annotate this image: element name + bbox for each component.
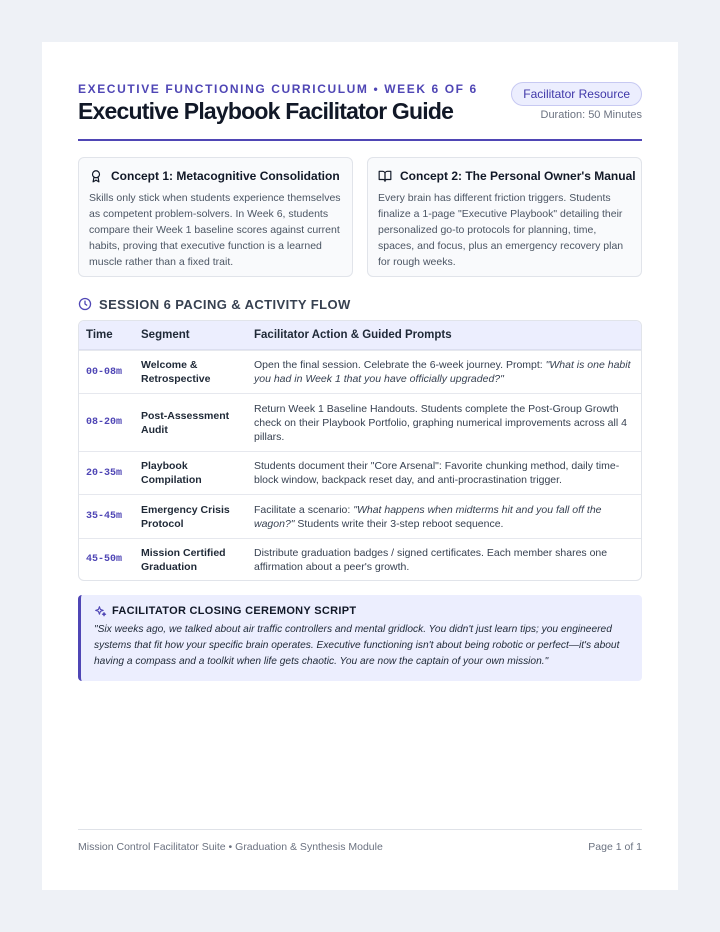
page-title: Executive Playbook Facilitator Guide bbox=[78, 98, 454, 124]
sparkles-icon bbox=[94, 605, 107, 618]
page-footer bbox=[78, 829, 642, 853]
table-row bbox=[79, 350, 641, 393]
header-time: Time bbox=[86, 329, 113, 341]
curriculum-eyebrow: EXECUTIVE FUNCTIONING CURRICULUM • WEEK 6 OF 6 bbox=[78, 82, 478, 96]
table-row bbox=[79, 538, 641, 580]
section-title: SESSION 6 PACING & ACTIVITY FLOW bbox=[99, 296, 351, 312]
table-row bbox=[79, 494, 641, 538]
row-action: Return Week 1 Baseline Handouts. Students complete the Post-Group Growth check on their Playbook Portfolio, graphing numerical improvements across all 4 pillars. bbox=[254, 402, 627, 443]
page-header bbox=[78, 82, 642, 141]
row-time: 35-45m bbox=[86, 511, 123, 522]
book-open-icon bbox=[378, 169, 392, 183]
concept-2-text: Every brain has different friction triggers. Students finalize a 1-page "Executive Playbook" detailing their personalized go-to protocols for planning, time, spaces, and focus, plus an emergency recovery plan for rough weeks. bbox=[378, 192, 624, 268]
footer-suite-label: Mission Control Facilitator Suite • Graduation & Synthesis Module bbox=[78, 841, 383, 853]
page-number: Page 1 of 1 bbox=[588, 841, 642, 853]
concept-card-2 bbox=[367, 157, 642, 277]
row-time: 00-08m bbox=[86, 366, 123, 378]
concept-1-title: Concept 1: Metacognitive Consolidation bbox=[111, 169, 340, 183]
row-action: Facilitate a scenario: "What happens when midterms hit and you fall off the wagon?" Students write their 3-step reboot sequence. bbox=[254, 503, 602, 530]
concept-1-text: Skills only stick when students experience themselves as competent problem-solvers. In Week 6, students compare their Week 1 baseline scores against current habits, proving that executive function is a learned muscle rather than a fixed trait. bbox=[89, 192, 341, 268]
header-segment: Segment bbox=[141, 329, 190, 341]
row-time: 20-35m bbox=[86, 467, 123, 479]
concept-2-title: Concept 2: The Personal Owner's Manual bbox=[400, 169, 636, 183]
table-header-row bbox=[79, 321, 641, 350]
table-row bbox=[79, 451, 641, 494]
pacing-section-heading bbox=[78, 295, 351, 313]
row-segment: Playbook Compilation bbox=[141, 460, 202, 486]
clock-icon bbox=[78, 297, 92, 311]
row-action: Students document their "Core Arsenal": Favorite chunking method, daily time-block window, backpack reset day, and anti-procrastination trigger. bbox=[254, 460, 620, 486]
pacing-table bbox=[78, 320, 642, 581]
facilitator-resource-badge: Facilitator Resource bbox=[511, 82, 642, 106]
duration-label: Duration: 50 Minutes bbox=[540, 109, 642, 121]
closing-ceremony-callout bbox=[78, 595, 642, 681]
table-row bbox=[79, 393, 641, 451]
row-time: 08-20m bbox=[86, 417, 123, 428]
header-action: Facilitator Action & Guided Prompts bbox=[254, 329, 452, 341]
row-segment: Welcome & Retrospective bbox=[141, 359, 211, 385]
row-action: Distribute graduation badges / signed certificates. Each member shares one affirmation about a peer's growth. bbox=[254, 546, 608, 573]
row-segment: Mission Certified Graduation bbox=[141, 546, 226, 573]
row-segment: Emergency Crisis Protocol bbox=[141, 503, 230, 530]
closing-script-title: FACILITATOR CLOSING CEREMONY SCRIPT bbox=[112, 605, 357, 617]
concept-card-1 bbox=[78, 157, 353, 277]
closing-script-text: "Six weeks ago, we talked about air traffic controllers and mental gridlock. You didn't just learn tips; you engineered systems that fit how your specific brain operates. Executive functioning isn't about being robotic or perfect—it's about having a compass and a toolkit when life gets chaotic. You are now the captain of your own mission." bbox=[94, 624, 620, 667]
document-page bbox=[42, 42, 678, 890]
award-icon bbox=[89, 169, 103, 183]
row-segment: Post-Assessment Audit bbox=[141, 409, 230, 436]
row-action: Open the final session. Celebrate the 6-week journey. Prompt: "What is one habit you had in Week 1 that you have officially upgraded?" bbox=[254, 359, 631, 385]
row-time: 45-50m bbox=[86, 554, 123, 565]
